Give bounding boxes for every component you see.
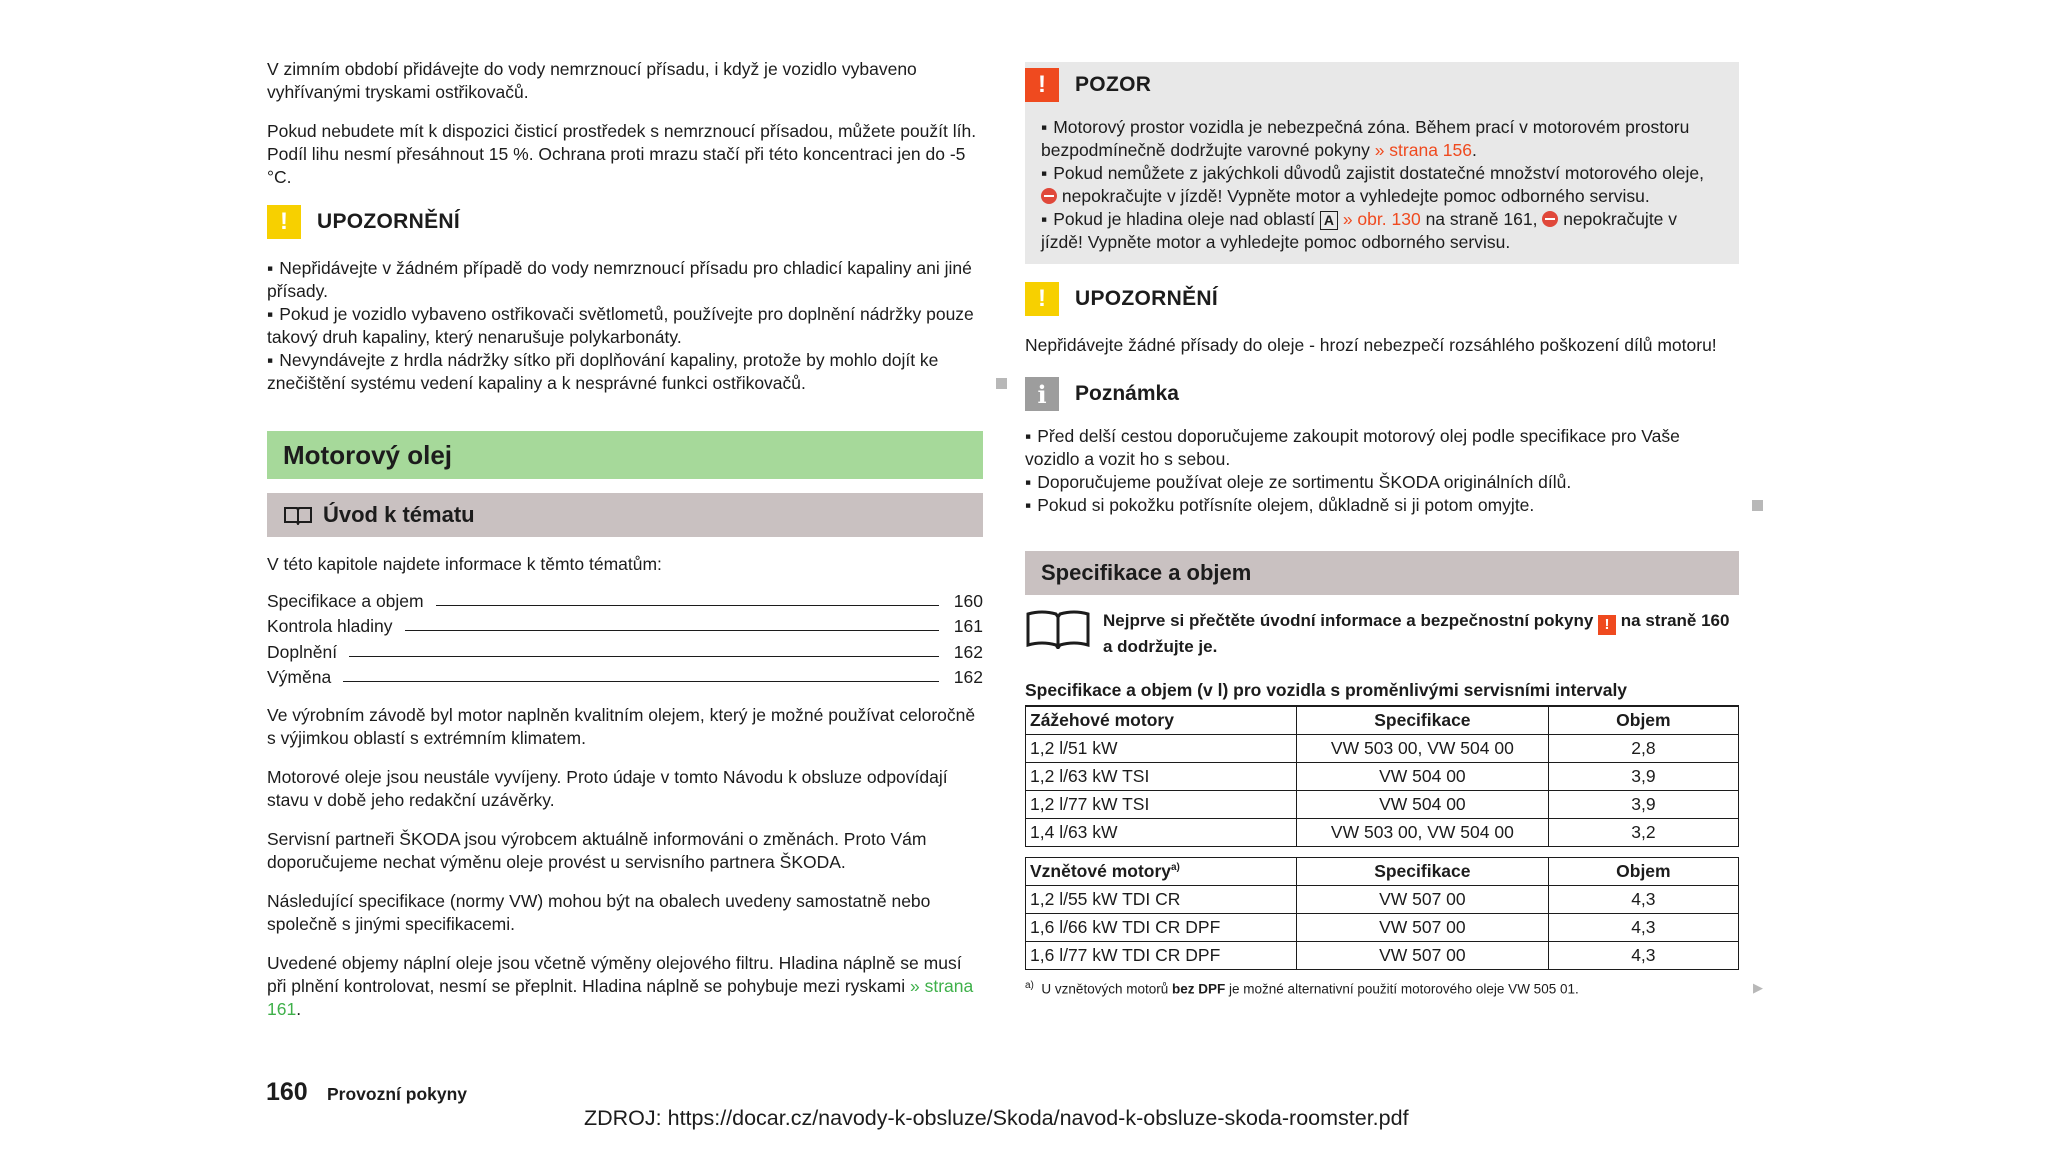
table-row: 1,2 l/63 kW TSI VW 504 00 3,9: [1026, 763, 1739, 791]
warning-item: ▪ Nepřidávejte v žádném případě do vody nemrznoucí přísadu pro chladicí kapaliny ani jiné přísady.: [267, 258, 972, 301]
paragraph-oil-volumes: Uvedené objemy náplní oleje jsou včetně výměny olejového filtru. Hladina náplně se musí při plnění kontrolovat, nesmí se přeplnit. Hladina náplně se pohybuje mezi ryskami » strana 161.: [267, 953, 974, 1019]
stop-icon: [1041, 188, 1057, 204]
warning-icon: !: [267, 205, 301, 239]
diesel-engines-table: [1025, 857, 1739, 970]
danger-title: POZOR: [1075, 73, 1152, 96]
page-section-label: Provozní pokyny: [327, 1084, 468, 1104]
note-item: ▪ Před delší cestou doporučujeme zakoupit motorový olej podle specifikace pro Vaše vozidlo a vozit ho s sebou.: [1025, 426, 1680, 469]
paragraph-service-partners: Servisní partneři ŠKODA jsou výrobcem aktuálně informováni o změnách. Proto Vám doporučujeme nechat výměnu oleje provést u servisního partnera ŠKODA.: [267, 829, 927, 872]
section-end-marker: [1752, 500, 1763, 511]
danger-icon: !: [1025, 68, 1059, 102]
toc-entry[interactable]: Doplnění 162: [267, 641, 983, 662]
warning-badge-icon: !: [1598, 615, 1616, 635]
stop-icon: [1542, 211, 1558, 227]
source-caption: ZDROJ: https://docar.cz/navody-k-obsluze/Skoda/navod-k-obsluze-skoda-roomster.pdf: [584, 1106, 1409, 1130]
danger-box: [1025, 62, 1739, 264]
danger-item: ▪ Motorový prostor vozidla je nebezpečná zóna. Během prací v motorovém prostoru bezpodmínečně dodržujte varovné pokyny » strana 156.: [1041, 117, 1690, 160]
figure-link[interactable]: » obr. 130: [1342, 209, 1421, 229]
paragraph-oil-development: Motorové oleje jsou neustále vyvíjeny. Proto údaje v tomto Návodu k obsluze odpovídají stavu v době jeho redakční uzávěrky.: [267, 767, 948, 810]
paragraph-winter-antifreeze: V zimním období přidávejte do vody nemrznoucí přísadu, i když je vozidlo vybaveno vyhřívanými tryskami ostřikovačů.: [267, 59, 917, 102]
continue-arrow-icon: ▶: [1753, 980, 1763, 995]
table-header-row: Zážehové motory Specifikace Objem: [1026, 706, 1739, 735]
table-row: 1,6 l/77 kW TDI CR DPF VW 507 00 4,3: [1026, 942, 1739, 970]
warning-text: Nepřidávejte žádné přísady do oleje - hrozí nebezpečí rozsáhlého poškození dílů motoru!: [1025, 335, 1717, 355]
petrol-engines-table: [1025, 705, 1739, 847]
note-item: ▪ Pokud si pokožku potřísníte olejem, důkladně si ji potom omyjte.: [1025, 494, 1739, 517]
danger-item: ▪ Pokud nemůžete z jakýchkoli důvodů zajistit dostatečné množství motorového oleje, nepokračujte v jízdě! Vypněte motor a vyhledejte pomoc odborného servisu.: [1041, 163, 1704, 206]
page-link[interactable]: » strana 156: [1374, 140, 1472, 160]
warning-header: [267, 205, 983, 239]
footnote: $^{a)}$ U vznětových motorů bez DPF je možné alternativní použití motorového oleje VW 505 01. ▶: [1025, 980, 1763, 997]
warning-header: [1025, 282, 1739, 316]
toc-entry[interactable]: Kontrola hladiny 161: [267, 616, 983, 636]
note-title: Poznámka: [1075, 382, 1179, 405]
note-item: ▪ Doporučujeme používat oleje ze sortimentu ŠKODA originálních dílů.: [1025, 472, 1572, 492]
right-column: [1025, 62, 1763, 997]
warning-title: UPOZORNĚNÍ: [317, 210, 461, 233]
section-title-specs: Specifikace a objem: [1025, 551, 1739, 595]
page-link[interactable]: » strana 161: [267, 976, 974, 1019]
danger-header: [1025, 68, 1719, 102]
section-header-intro: [267, 493, 983, 537]
toc-entry[interactable]: Výměna 162: [267, 667, 983, 687]
toc-intro: V této kapitole najdete informace k těmto tématům:: [267, 554, 662, 574]
table-title: Specifikace a objem (v l) pro vozidla s proměnlivými servisními intervaly: [1025, 680, 1628, 700]
paragraph-factory-oil: Ve výrobním závodě byl motor naplněn kvalitním olejem, který je možné používat celoročně s výjimkou oblastí s extrémním klimatem.: [267, 705, 976, 748]
read-first-notice: Nejprve si přečtěte úvodní informace a bezpečnostní pokyny ! na straně 160 a dodržujte je.: [1025, 609, 1739, 658]
note-header: [1025, 377, 1739, 411]
table-row: 1,4 l/63 kW VW 503 00, VW 504 00 3,2: [1026, 819, 1739, 847]
paragraph-specifications: Následující specifikace (normy VW) mohou být na obalech uvedeny samostatně nebo společně s jinými specifikacemi.: [267, 891, 931, 934]
figure-area-label: A: [1320, 211, 1338, 230]
paragraph-alcohol: Pokud nebudete mít k dispozici čisticí prostředek s nemrznoucí přísadou, můžete použít líh. Podíl lihu nesmí přesáhnout 15 %. Ochrana proti mrazu stačí při této koncentraci jen do -5 °C.: [267, 121, 977, 187]
table-row: 1,2 l/77 kW TSI VW 504 00 3,9: [1026, 791, 1739, 819]
page-number: 160: [266, 1078, 308, 1106]
book-icon: [283, 505, 313, 525]
section-end-marker: [996, 378, 1007, 389]
table-row: 1,6 l/66 kW TDI CR DPF VW 507 00 4,3: [1026, 914, 1739, 942]
warning-title: UPOZORNĚNÍ: [1075, 287, 1219, 310]
chapter-title: Motorový olej: [267, 431, 983, 479]
danger-item: ▪ Pokud je hladina oleje nad oblastí A » obr. 130 na straně 161, nepokračujte v jízdě! Vypněte motor a vyhledejte pomoc odborného servisu.: [1041, 209, 1678, 252]
info-icon: i: [1025, 377, 1059, 411]
warning-item: ▪ Pokud je vozidlo vybaveno ostřikovači světlometů, používejte pro doplnění nádržky pouze takový druh kapaliny, který nenarušuje polykarbonáty.: [267, 304, 974, 347]
left-column: [267, 58, 983, 1037]
toc-entry[interactable]: Specifikace a objem 160: [267, 590, 983, 611]
table-row: 1,2 l/55 kW TDI CR VW 507 00 4,3: [1026, 886, 1739, 914]
table-header-row: Vznětové motory$^{a)}$ Specifikace Objem: [1026, 858, 1739, 886]
table-row: 1,2 l/51 kW VW 503 00, VW 504 00 2,8: [1026, 735, 1739, 763]
toc: [267, 586, 983, 688]
section-title: Úvod k tématu: [323, 502, 475, 527]
warning-item: ▪ Nevyndávejte z hrdla nádržky sítko při doplňování kapaliny, protože by mohlo dojít ke znečištění systému vedení kapaliny a k nesprávné funkci ostřikovačů.: [267, 349, 983, 395]
book-icon: [1025, 609, 1091, 649]
warning-icon: !: [1025, 282, 1059, 316]
